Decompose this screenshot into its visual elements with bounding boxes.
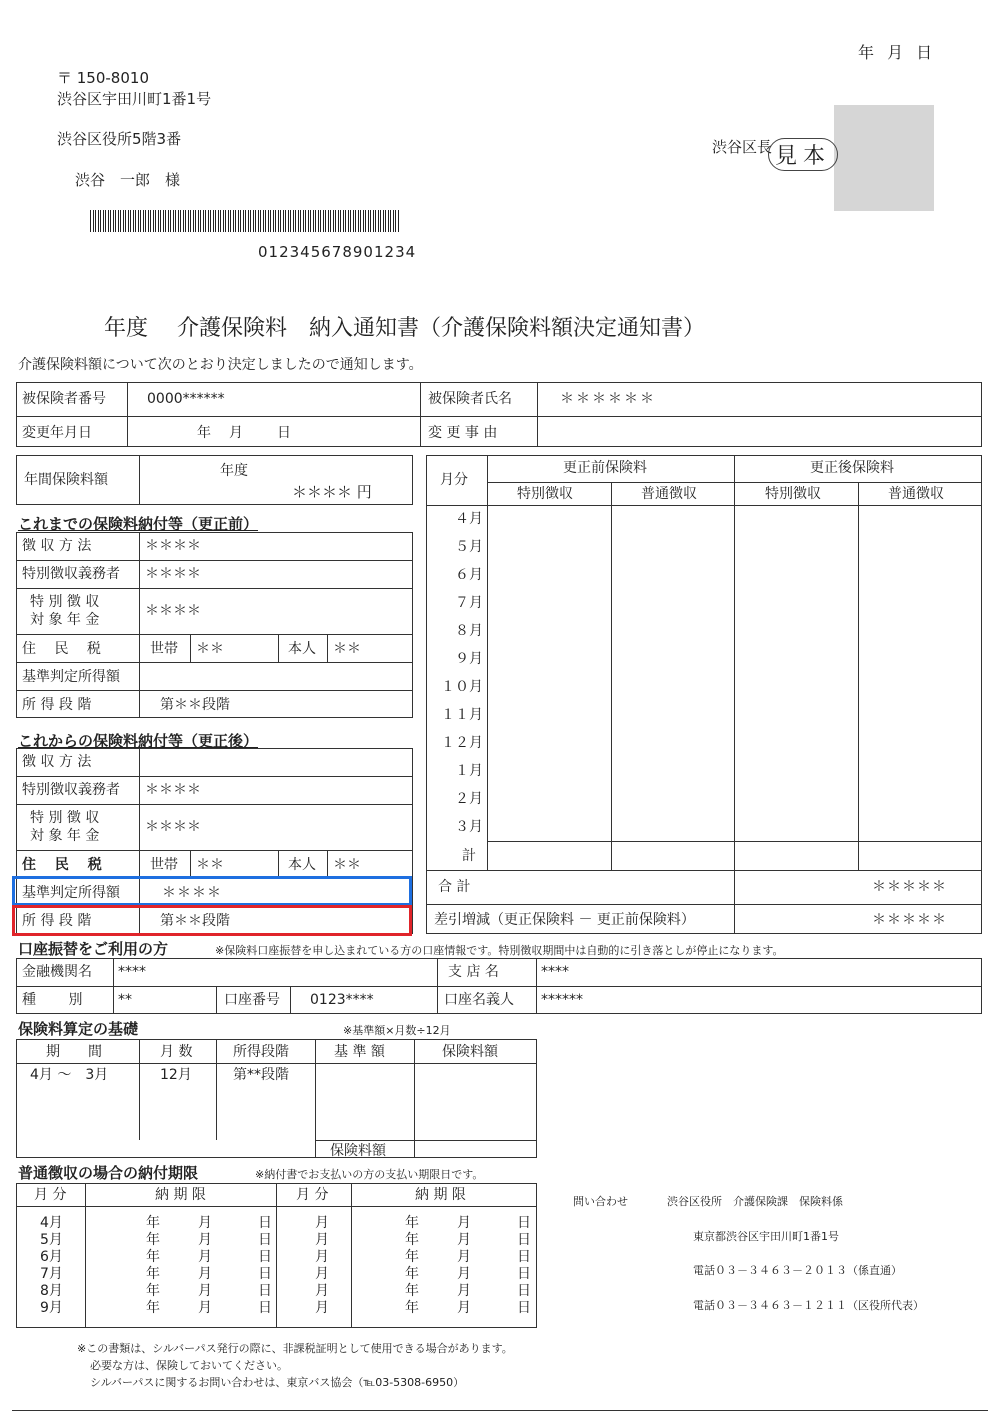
insured-name-label: 被保険者氏名 <box>428 391 512 407</box>
income-highlight <box>12 876 412 906</box>
deadline-day-right: 日 <box>517 1215 531 1231</box>
before-method: ＊＊＊＊ <box>145 538 201 554</box>
deadline-month-left: 6月 <box>40 1249 63 1265</box>
recipient-address: 渋谷区宇田川町1番1号 <box>57 90 212 108</box>
month-row-label: １月 <box>455 763 483 779</box>
insured-name: ＊＊＊＊＊＊ <box>560 391 656 407</box>
deadline-month-left: 5月 <box>40 1232 63 1248</box>
deadline-month-left: 9月 <box>40 1300 63 1316</box>
basis-total-label: 保険料額 <box>330 1143 386 1159</box>
deadline-monthunit-right: 月 <box>457 1249 471 1265</box>
basis-months: 12月 <box>160 1067 192 1083</box>
contact-dept: 渋谷区役所 介護保険課 保険料係 <box>667 1195 843 1208</box>
deadline-date-label-left: 納 期 限 <box>155 1187 206 1203</box>
before-heading: これまでの保険料納付等（更正前） <box>18 515 259 533</box>
before-stage: 第＊＊段階 <box>160 697 230 713</box>
deadline-year-right: 年 <box>405 1266 419 1282</box>
recipient-name: 渋谷 一郎 様 <box>75 171 181 189</box>
change-date: 年 月 日 <box>197 425 293 441</box>
after-pension-label-1: 特 別 徴 収 <box>30 810 100 826</box>
before-household: ＊＊ <box>196 641 224 657</box>
deadline-month-left: 8月 <box>40 1283 63 1299</box>
month-row-label: ８月 <box>455 623 483 639</box>
deadline-day-left: 日 <box>258 1232 272 1248</box>
month-col-label: 月分 <box>440 472 468 488</box>
before-stage-label: 所 得 段 階 <box>22 697 92 713</box>
deadline-year-left: 年 <box>146 1283 160 1299</box>
insured-number-label: 被保険者番号 <box>22 391 106 407</box>
before-method-label: 徴 収 方 法 <box>22 538 92 554</box>
barcode-number: 012345678901234 <box>258 243 417 261</box>
after-obligor: ＊＊＊＊ <box>145 782 201 798</box>
recipient-office: 渋谷区役所5階3番 <box>57 130 182 148</box>
deadline-month-right: 月 <box>315 1249 329 1265</box>
basis-stage: 第**段階 <box>233 1067 289 1083</box>
after-method-label: 徴 収 方 法 <box>22 754 92 770</box>
bank-heading: 口座振替をご利用の方 <box>18 940 169 958</box>
after-self-label: 本人 <box>288 857 316 873</box>
month-row-label: ６月 <box>455 567 483 583</box>
basis-premium-label: 保険料額 <box>442 1044 498 1060</box>
before-pension: ＊＊＊＊ <box>145 603 201 619</box>
issue-date: 年 月 日 <box>858 43 937 62</box>
deadline-month-right: 月 <box>315 1215 329 1231</box>
postal-barcode <box>90 210 400 232</box>
deadline-monthunit-left: 月 <box>198 1266 212 1282</box>
difference-value: ＊＊＊＊＊ <box>872 912 947 928</box>
deadline-day-right: 日 <box>517 1300 531 1316</box>
deadline-day-left: 日 <box>258 1249 272 1265</box>
after-income: ＊＊＊＊ <box>162 885 222 901</box>
month-row-label: ３月 <box>455 819 483 835</box>
deadline-monthunit-left: 月 <box>198 1249 212 1265</box>
before-premium-label: 更正前保険料 <box>563 460 647 476</box>
bottom-rule <box>12 1410 988 1411</box>
after-household: ＊＊ <box>196 857 224 873</box>
after-normal-label: 普通徴収 <box>888 486 944 502</box>
before-pension-label-2: 対 象 年 金 <box>30 612 100 628</box>
account-holder-value: ****** <box>541 992 583 1008</box>
seal-area <box>834 105 934 211</box>
deadline-monthunit-left: 月 <box>198 1215 212 1231</box>
account-holder-label: 口座名義人 <box>444 992 514 1008</box>
deadline-year-right: 年 <box>405 1283 419 1299</box>
contact-address: 東京都渋谷区宇田川町1番1号 <box>693 1230 839 1243</box>
deadline-monthunit-right: 月 <box>457 1300 471 1316</box>
before-pension-label-1: 特 別 徴 収 <box>30 594 100 610</box>
basis-months-label: 月 数 <box>160 1044 193 1060</box>
footer-note-2: 必要な方は、保険しておいてください。 <box>90 1359 288 1372</box>
after-premium-label: 更正後保険料 <box>810 460 894 476</box>
after-heading: これからの保険料納付等（更正後） <box>18 732 259 750</box>
stage-highlight <box>12 905 412 936</box>
deadline-year-left: 年 <box>146 1232 160 1248</box>
after-stage-label: 所 得 段 階 <box>22 913 92 929</box>
document-title: 年度 介護保険料 納入通知書（介護保険料額決定通知書） <box>104 316 705 341</box>
postal-code: 〒 150-8010 <box>57 69 149 87</box>
institution-value: **** <box>118 964 146 980</box>
difference-label: 差引増減（更正保険料 － 更正前保険料） <box>434 912 695 928</box>
deadline-day-right: 日 <box>517 1266 531 1282</box>
before-self: ＊＊ <box>333 641 361 657</box>
before-income-label: 基準判定所得額 <box>22 669 120 685</box>
month-row-label: ９月 <box>455 651 483 667</box>
monthly-table <box>426 455 982 934</box>
after-income-label: 基準判定所得額 <box>22 885 120 901</box>
month-row-label: １２月 <box>441 735 483 751</box>
account-type-label: 種 別 <box>22 992 83 1008</box>
footer-note-1: ※この書類は、シルバーパス発行の際に、非課税証明として使用できる場合があります。 <box>77 1342 513 1355</box>
change-date-label: 変更年月日 <box>22 425 92 441</box>
contact-phone-main: 電話０３－３４６３－１２１１（区役所代表） <box>693 1299 924 1312</box>
deadline-month-right: 月 <box>315 1232 329 1248</box>
deadline-month-left: 4月 <box>40 1215 63 1231</box>
deadline-day-left: 日 <box>258 1283 272 1299</box>
basis-period: 4月 ～ 3月 <box>30 1067 109 1083</box>
deadline-year-right: 年 <box>405 1215 419 1231</box>
issuer-name: 渋谷区長 <box>712 138 773 156</box>
deadline-day-left: 日 <box>258 1300 272 1316</box>
after-household-label: 世帯 <box>150 857 178 873</box>
after-obligor-label: 特別徴収義務者 <box>22 782 120 798</box>
after-pension: ＊＊＊＊ <box>145 819 201 835</box>
deadline-year-left: 年 <box>146 1215 160 1231</box>
basis-base-label: 基 準 額 <box>334 1044 385 1060</box>
month-row-label: １１月 <box>441 707 483 723</box>
deadline-monthunit-right: 月 <box>457 1266 471 1282</box>
deadline-day-left: 日 <box>258 1266 272 1282</box>
before-household-label: 世帯 <box>150 641 178 657</box>
basis-heading: 保険料算定の基礎 <box>18 1020 139 1038</box>
deadline-month-left: 7月 <box>40 1266 63 1282</box>
before-self-label: 本人 <box>288 641 316 657</box>
deadline-day-right: 日 <box>517 1283 531 1299</box>
before-obligor-label: 特別徴収義務者 <box>22 566 120 582</box>
deadline-month-label-right: 月 分 <box>296 1187 329 1203</box>
account-number-value: 0123**** <box>310 992 374 1008</box>
annual-year: 年度 <box>220 463 248 479</box>
after-stage: 第＊＊段階 <box>160 913 230 929</box>
deadline-year-right: 年 <box>405 1249 419 1265</box>
before-normal-label: 普通徴収 <box>641 486 697 502</box>
deadline-monthunit-left: 月 <box>198 1300 212 1316</box>
deadline-month-right: 月 <box>315 1300 329 1316</box>
grand-total-value: ＊＊＊＊＊ <box>872 879 947 895</box>
deadline-month-right: 月 <box>315 1283 329 1299</box>
annual-amount: ＊＊＊＊ 円 <box>292 483 372 501</box>
basis-stage-label: 所得段階 <box>233 1044 289 1060</box>
deadline-note: ※納付書でお支払いの方の支払い期限日です。 <box>255 1168 484 1181</box>
month-row-label: ４月 <box>455 511 483 527</box>
deadline-year-left: 年 <box>146 1249 160 1265</box>
deadline-day-left: 日 <box>258 1215 272 1231</box>
intro-text: 介護保険料額について次のとおり決定しましたので通知します。 <box>18 357 423 373</box>
before-special-label: 特別徴収 <box>517 486 573 502</box>
basis-formula: ※基準額×月数÷12月 <box>343 1024 451 1037</box>
after-self: ＊＊ <box>333 857 361 873</box>
month-row-label: ５月 <box>455 539 483 555</box>
branch-label: 支 店 名 <box>448 964 499 980</box>
account-type-value: ** <box>118 992 132 1008</box>
deadline-year-left: 年 <box>146 1266 160 1282</box>
annual-premium-label: 年間保険料額 <box>24 472 108 488</box>
deadline-date-label-right: 納 期 限 <box>415 1187 466 1203</box>
insured-number: 0000****** <box>147 391 225 407</box>
deadline-month-label-left: 月 分 <box>34 1187 67 1203</box>
after-pension-label-2: 対 象 年 金 <box>30 828 100 844</box>
deadline-heading: 普通徴収の場合の納付期限 <box>18 1164 199 1182</box>
deadline-month-right: 月 <box>315 1266 329 1282</box>
branch-value: **** <box>541 964 569 980</box>
deadline-monthunit-right: 月 <box>457 1232 471 1248</box>
basis-period-label: 期 間 <box>46 1044 102 1060</box>
deadline-year-right: 年 <box>405 1232 419 1248</box>
deadline-monthunit-right: 月 <box>457 1283 471 1299</box>
bank-note: ※保険料口座振替を申し込まれている方の口座情報です。特別徴収期間中は自動的に引き落としが停止になります。 <box>215 944 784 957</box>
sample-stamp: 見本 <box>768 138 838 171</box>
contact-phone-direct: 電話０３－３４６３－２０１３（係直通） <box>693 1264 902 1277</box>
deadline-monthunit-left: 月 <box>198 1283 212 1299</box>
deadline-monthunit-left: 月 <box>198 1232 212 1248</box>
contact-label: 問い合わせ <box>573 1195 628 1208</box>
footer-note-3: シルバーパスに関するお問い合わせは、東京バス協会（℡03-5308-6950） <box>90 1376 465 1389</box>
after-special-label: 特別徴収 <box>765 486 821 502</box>
month-row-label: ２月 <box>455 791 483 807</box>
institution-label: 金融機関名 <box>22 964 92 980</box>
deadline-year-right: 年 <box>405 1300 419 1316</box>
deadline-day-right: 日 <box>517 1249 531 1265</box>
after-tax-label: 住 民 税 <box>22 857 102 873</box>
before-obligor: ＊＊＊＊ <box>145 566 201 582</box>
change-reason-label: 変 更 事 由 <box>428 425 498 441</box>
deadline-day-right: 日 <box>517 1232 531 1248</box>
grand-total-label: 合 計 <box>438 879 471 895</box>
deadline-year-left: 年 <box>146 1300 160 1316</box>
subtotal-label: 計 <box>462 848 476 864</box>
before-tax-label: 住 民 税 <box>22 641 101 657</box>
month-row-label: １０月 <box>441 679 483 695</box>
account-number-label: 口座番号 <box>224 992 280 1008</box>
month-row-label: ７月 <box>455 595 483 611</box>
deadline-monthunit-right: 月 <box>457 1215 471 1231</box>
